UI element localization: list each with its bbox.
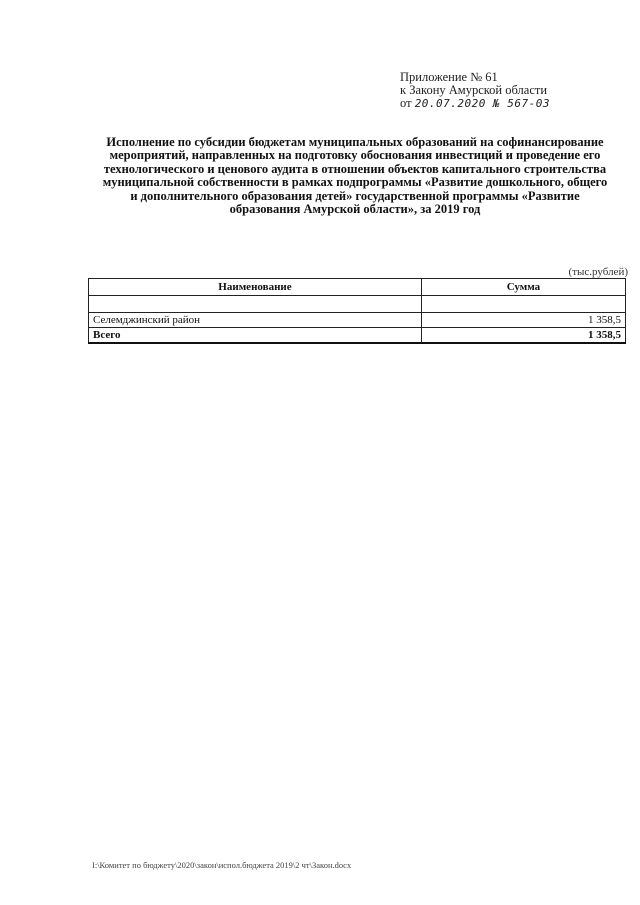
appendix-number: Приложение № 61 xyxy=(400,70,498,84)
appendix-date-prefix: от xyxy=(400,96,412,110)
column-header-amount: Сумма xyxy=(421,279,625,296)
table-total-row xyxy=(89,328,626,344)
units-label: (тыс.рублей) xyxy=(568,266,628,278)
appendix-date-line xyxy=(400,97,550,110)
column-header-name: Наименование xyxy=(89,279,422,296)
table-spacer-cell xyxy=(89,296,422,313)
file-path-footer: I:\Комитет по бюджету\2020\закон\испол.бюджета 2019\2 чт\Закон.docx xyxy=(92,860,352,870)
table-spacer-row xyxy=(89,296,626,313)
row-amount: 1 358,5 xyxy=(421,313,625,328)
appendix-note xyxy=(400,71,550,110)
document-title: Исполнение по субсидии бюджетам муниципальных образований на софинансирование мероприятий, направленных на подготовку обоснования инвестиций и проведение его технологического и ценового аудита в отношении объектов капитального строительства муниципальной собственности в рамках подпрограммы «Развитие дошкольного, общего и дополнительного образования детей» государственной программы «Развитие образования Амурской области», за 2019 год xyxy=(102,135,608,217)
total-amount: 1 358,5 xyxy=(421,328,625,344)
total-name: Всего xyxy=(89,328,422,344)
table-spacer-cell xyxy=(421,296,625,313)
appendix-date-handwritten: 20.07.2020 № 567-03 xyxy=(414,97,551,110)
appendix-law: к Закону Амурской области xyxy=(400,83,548,97)
table-row xyxy=(89,313,626,328)
table-header-row xyxy=(89,279,626,296)
subsidy-table xyxy=(88,278,626,344)
row-name: Селемджинский район xyxy=(89,313,422,328)
